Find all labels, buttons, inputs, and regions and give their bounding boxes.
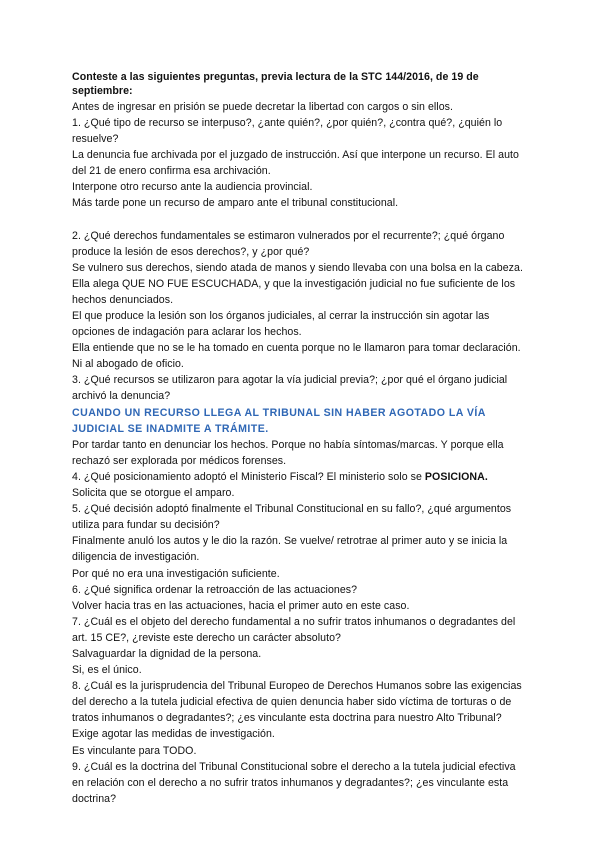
question-7: 7. ¿Cuál es el objeto del derecho fundamental a no sufrir tratos inhumanos o degradantes del art. 15 CE?, ¿reviste este derecho un carácter absoluto? [72, 615, 516, 644]
question-4-text: 4. ¿Qué posicionamiento adoptó el Ministerio Fiscal? El ministerio solo se [72, 470, 425, 483]
answer-line: Por qué no era una investigación suficiente. [72, 567, 280, 580]
answer-line: El que produce la lesión son los órganos judiciales, al cerrar la instrucción sin agotar las opciones de indagación para aclarar los hechos. [72, 310, 490, 339]
answer-line: Ella entiende que no se le ha tomado en cuenta porque no le llamaron para tomar declaración. Ni al abogado de oficio. [72, 342, 521, 371]
answer-line: Volver hacia tras en las actuaciones, hacia el primer auto en este caso. [72, 599, 410, 612]
answer-line: Exige agotar las medidas de investigación. [72, 728, 275, 741]
blank-line [72, 211, 528, 227]
highlighted-note: CUANDO UN RECURSO LLEGA AL TRIBUNAL SIN HABER AGOTADO LA VÍA JUDICIAL SE INADMITE A TRÁMITE. [72, 406, 486, 435]
answer-line: Solicita que se otorgue el amparo. [72, 487, 235, 500]
answer-line: Es vinculante para TODO. [72, 744, 197, 757]
question-1: 1. ¿Qué tipo de recurso se interpuso?, ¿ante quién?, ¿por quién?, ¿contra qué?, ¿quién lo resuelve? [72, 116, 503, 145]
answer-line: Si, es el único. [72, 664, 142, 677]
answer-line: Más tarde pone un recurso de amparo ante el tribunal constitucional. [72, 197, 399, 210]
question-9: 9. ¿Cuál es la doctrina del Tribunal Constitucional sobre el derecho a la tutela judicial efectiva en relación con el derecho a no sufrir tratos inhumanos y degradantes?; ¿es vinculante esta doctrina? [72, 760, 516, 805]
question-6: 6. ¿Qué significa ordenar la retroacción de las actuaciones? [72, 583, 358, 596]
question-5: 5. ¿Qué decisión adoptó finalmente el Tribunal Constitucional en su fallo?, ¿qué argumentos utiliza para fundar su decisión? [72, 503, 512, 532]
answer-line: Se vulnero sus derechos, siendo atada de manos y siendo llevaba con una bolsa en la cabeza. [72, 261, 523, 274]
answer-line: Salvaguardar la dignidad de la persona. [72, 647, 262, 660]
document-heading: Conteste a las siguientes preguntas, previa lectura de la STC 144/2016, de 19 de septiembre: [72, 71, 479, 97]
paragraph: Antes de ingresar en prisión se puede decretar la libertad con cargos o sin ellos. [72, 100, 453, 113]
question-2: 2. ¿Qué derechos fundamentales se estimaron vulnerados por el recurrente?; ¿qué órgano produce la lesión de esos derechos?, y ¿por qué? [72, 229, 505, 258]
answer-line: La denuncia fue archivada por el juzgado de instrucción. Así que interpone un recurso. El auto del 21 de enero confirma esa archivación. [72, 149, 519, 178]
question-8: 8. ¿Cuál es la jurisprudencia del Tribunal Europeo de Derechos Humanos sobre las exigencias del derecho a la tutela judicial efectiva de quien denuncia haber sido víctima de torturas o de tratos inhumanos o degradantes?; ¿es vinculante esta doctrina para nuestro Alto Tribunal? [72, 680, 522, 725]
answer-line: Interpone otro recurso ante la audiencia provincial. [72, 181, 313, 194]
answer-line: Por tardar tanto en denunciar los hechos. Porque no había síntomas/marcas. Y porque ella rechazó ser explorada por médicos forenses. [72, 438, 504, 467]
question-3: 3. ¿Qué recursos se utilizaron para agotar la vía judicial previa?; ¿por qué el órgano judicial archivó la denuncia? [72, 374, 508, 403]
document-page [72, 71, 528, 807]
answer-line: Finalmente anuló los autos y le dio la razón. Se vuelve/ retrotrae al primer auto y se inicia la diligencia de investigación. [72, 535, 508, 564]
question-4 [72, 469, 528, 485]
answer-line: Ella alega QUE NO FUE ESCUCHADA, y que la investigación judicial no fue suficiente de los hechos denunciados. [72, 277, 516, 306]
bold-emphasis: POSICIONA. [424, 470, 488, 483]
